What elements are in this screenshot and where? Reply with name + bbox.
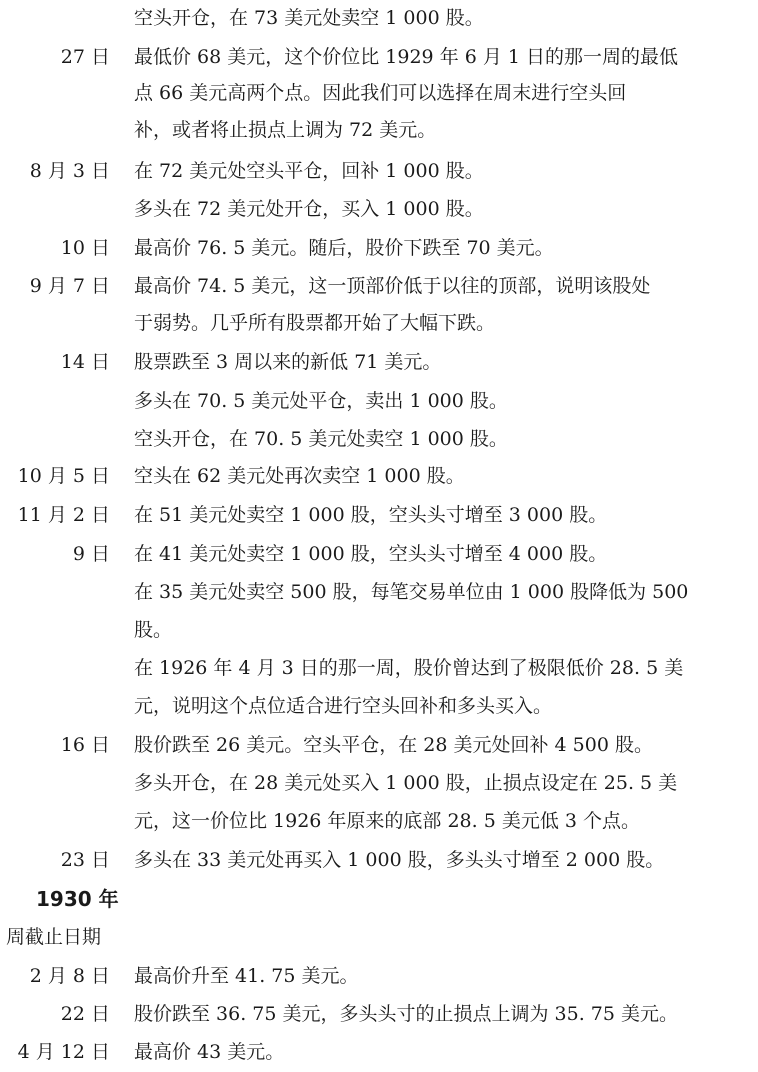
entry-text: 多头在 72 美元处开仓，买入 1 000 股。 <box>134 198 484 220</box>
entry-text: 股。 <box>134 619 173 641</box>
entry-text: 股票跌至 3 周以来的新低 71 美元。 <box>134 351 442 373</box>
entry-text: 元，这一价位比 1926 年原来的底部 28. 5 美元低 3 个点。 <box>134 810 641 832</box>
entry-line <box>0 652 758 684</box>
entry-date: 16 日 <box>60 734 110 756</box>
entry-line <box>0 614 758 646</box>
entry-text: 在 41 美元处卖空 1 000 股，空头头寸增至 4 000 股。 <box>134 543 608 565</box>
entry-line <box>0 499 758 531</box>
entry-text: 多头开仓，在 28 美元处买入 1 000 股，止损点设定在 25. 5 美 <box>134 772 678 794</box>
entry-text: 股价跌至 36. 75 美元，多头头寸的止损点上调为 35. 75 美元。 <box>134 1003 679 1025</box>
entry-date: 4 月 12 日 <box>17 1041 110 1063</box>
entry-date: 9 日 <box>72 543 110 565</box>
entry-text: 最高价 43 美元。 <box>134 1041 285 1063</box>
entry-text: 最低价 68 美元，这个价位比 1929 年 6 月 1 日的那一周的最低 <box>134 46 679 68</box>
entry-text: 多头在 33 美元处再买入 1 000 股，多头头寸增至 2 000 股。 <box>134 849 665 871</box>
entry-line <box>0 690 758 722</box>
entry-date: 11 月 2 日 <box>17 504 110 526</box>
entry-date: 9 月 7 日 <box>29 275 110 297</box>
year-title: 1930 年 <box>36 887 119 911</box>
entry-line <box>0 998 758 1030</box>
entry-line <box>0 385 758 417</box>
heading-row <box>0 921 758 953</box>
entry-text: 最高价 76. 5 美元。随后，股价下跌至 70 美元。 <box>134 237 554 259</box>
entry-text: 补，或者将止损点上调为 72 美元。 <box>134 119 437 141</box>
entry-date: 10 日 <box>60 237 110 259</box>
entry-text: 股价跌至 26 美元。空头平仓，在 28 美元处回补 4 500 股。 <box>134 734 653 756</box>
entry-line <box>0 460 758 492</box>
entry-date: 22 日 <box>60 1003 110 1025</box>
entry-date: 10 月 5 日 <box>17 465 110 487</box>
entry-line <box>0 307 758 339</box>
entry-line <box>0 2 758 34</box>
entry-line <box>0 576 758 608</box>
entry-line <box>0 805 758 837</box>
entry-line <box>0 538 758 570</box>
entry-line <box>0 423 758 455</box>
entry-text: 元，说明这个点位适合进行空头回补和多头买入。 <box>134 695 553 717</box>
entry-text: 多头在 70. 5 美元处平仓，卖出 1 000 股。 <box>134 390 508 412</box>
entry-text: 于弱势。几乎所有股票都开始了大幅下跌。 <box>134 312 496 334</box>
entry-line <box>0 232 758 264</box>
entry-text: 空头开仓，在 73 美元处卖空 1 000 股。 <box>134 7 484 29</box>
entry-line <box>0 77 758 109</box>
entry-line <box>0 270 758 302</box>
entry-line <box>0 155 758 187</box>
entry-date: 27 日 <box>60 46 110 68</box>
entry-text: 点 66 美元高两个点。因此我们可以选择在周末进行空头回 <box>134 82 627 104</box>
entry-line <box>0 729 758 761</box>
entry-text: 最高价 74. 5 美元，这一顶部价低于以往的顶部，说明该股处 <box>134 275 651 297</box>
entry-date: 23 日 <box>60 849 110 871</box>
entry-text: 在 1926 年 4 月 3 日的那一周，股价曾达到了极限低价 28. 5 美 <box>134 657 684 679</box>
entry-text: 最高价升至 41. 75 美元。 <box>134 965 359 987</box>
week-heading: 周截止日期 <box>6 926 102 948</box>
entry-line <box>0 960 758 992</box>
year-row <box>0 883 758 915</box>
entry-line <box>0 193 758 225</box>
entry-date: 2 月 8 日 <box>29 965 110 987</box>
entry-line <box>0 346 758 378</box>
entry-text: 在 72 美元处空头平仓，回补 1 000 股。 <box>134 160 484 182</box>
entry-line <box>0 41 758 73</box>
entry-text: 在 35 美元处卖空 500 股，每笔交易单位由 1 000 股降低为 500 <box>134 581 689 603</box>
entry-text: 空头在 62 美元处再次卖空 1 000 股。 <box>134 465 465 487</box>
entry-date: 8 月 3 日 <box>29 160 110 182</box>
entry-line <box>0 767 758 799</box>
entry-text: 空头开仓，在 70. 5 美元处卖空 1 000 股。 <box>134 428 508 450</box>
entry-line <box>0 844 758 876</box>
entry-line <box>0 1036 758 1068</box>
entry-text: 在 51 美元处卖空 1 000 股，空头头寸增至 3 000 股。 <box>134 504 608 526</box>
entry-line <box>0 114 758 146</box>
entry-date: 14 日 <box>60 351 110 373</box>
